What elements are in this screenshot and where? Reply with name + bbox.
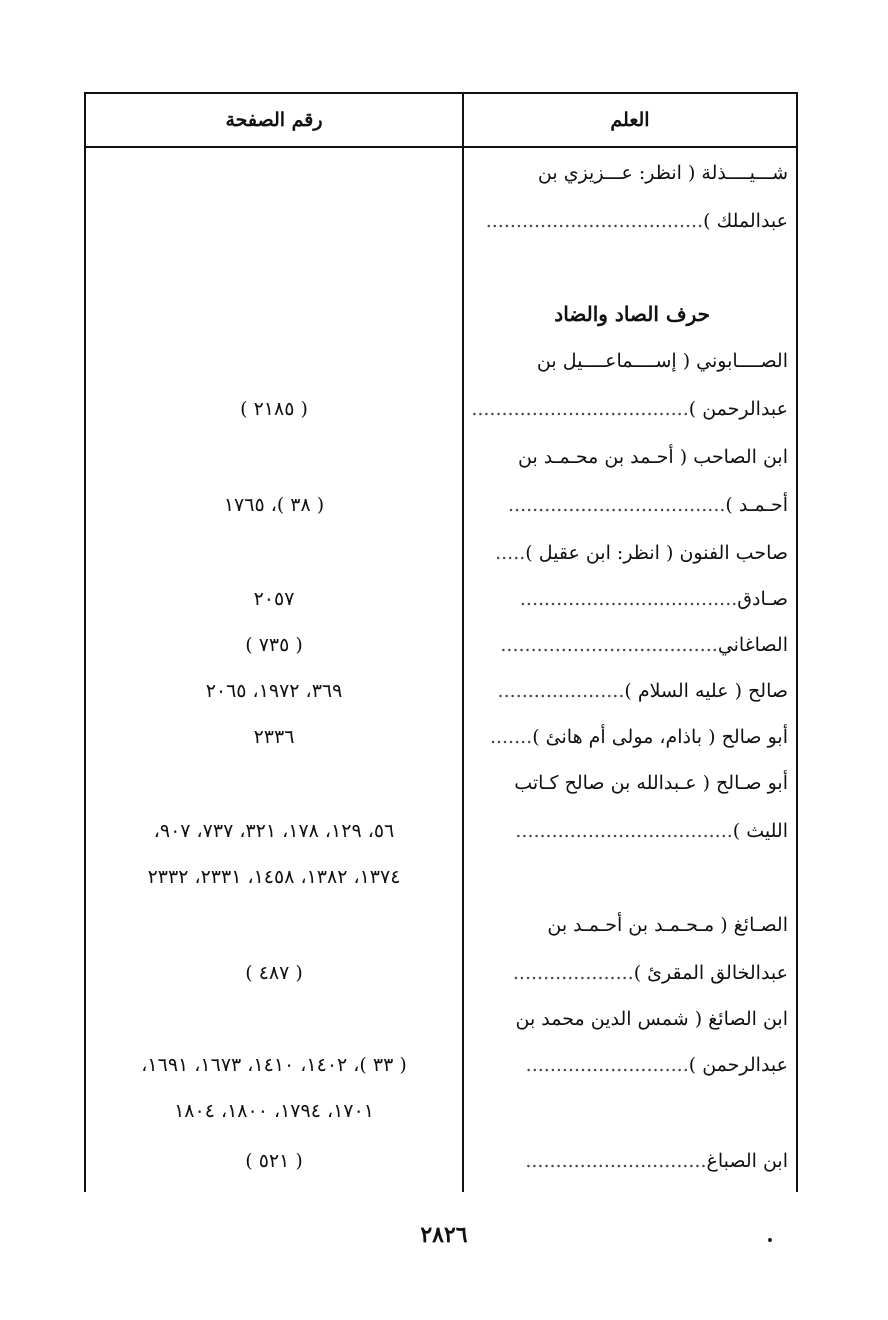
entry-name-cont: أحـمـد ).................................... <box>507 494 788 516</box>
entry-pages: ( ٥٢١ ) <box>245 1150 303 1172</box>
entry-name-cont: عبدالملك ).................................... <box>485 210 788 232</box>
entry-name: صاحب الفنون ( انظر: ابن عقيل )..... <box>495 542 788 564</box>
entry-name-cont: عبدالرحمن ).................................... <box>471 398 788 420</box>
entry-pages-cont: ١٧٠١، ١٧٩٤، ١٨٠٠، ١٨٠٤ <box>174 1100 374 1122</box>
stray-dot <box>768 1238 772 1242</box>
entry-name-cont: الليث ).................................... <box>515 820 788 842</box>
entry-name-cont: عبدالخالق المقرئ ).................... <box>512 962 788 984</box>
section-title: حرف الصاد والضاد <box>554 302 710 326</box>
entry-pages: ( ٤٨٧ ) <box>245 962 303 984</box>
entry-name-cont: عبدالرحمن )........................... <box>525 1054 788 1076</box>
page-number: ٢٨٢٦ <box>420 1222 468 1248</box>
entry-pages: ( ٣٣ )، ١٤٠٢، ١٤١٠، ١٦٧٣، ١٦٩١، <box>141 1054 407 1076</box>
page-column-header: رقم الصفحة <box>225 109 323 131</box>
entry-name: أبو صـالح ( عـبدالله بن صالح كـاتب <box>514 772 788 794</box>
entry-pages: ٢٠٥٧ <box>253 588 295 610</box>
entry-pages: ( ٢١٨٥ ) <box>240 398 308 420</box>
entry-pages: ( ٧٣٥ ) <box>245 634 303 656</box>
table-header <box>86 94 796 148</box>
entry-pages: ٥٦، ١٢٩، ١٧٨، ٣٢١، ٧٣٧، ٩٠٧، <box>153 820 395 842</box>
column-divider <box>462 94 464 1192</box>
name-column-header: العلم <box>610 109 650 131</box>
entry-pages: ( ٣٨ )، ١٧٦٥ <box>223 494 325 516</box>
entry-name: ابن الصباغ.............................. <box>525 1150 788 1172</box>
entry-name: الصاغاني.................................... <box>500 634 788 656</box>
entry-name: الصـائغ ( مـحـمـد بن أحـمـد بن <box>547 914 788 936</box>
entry-pages: ٣٦٩، ١٩٧٢، ٢٠٦٥ <box>205 680 343 702</box>
entry-name: صالح ( عليه السلام )..................... <box>497 680 788 702</box>
entry-pages: ٢٣٣٦ <box>253 726 295 748</box>
entry-name: صـادق.................................... <box>519 588 788 610</box>
entry-pages-cont: ١٣٧٤، ١٣٨٢، ١٤٥٨، ٢٣٣١، ٢٣٣٢ <box>147 866 401 888</box>
entry-name: ابن الصاحب ( أحـمد بن محـمـد بن <box>518 446 788 468</box>
entry-name: الصــــابوني ( إســــماعــــيل بن <box>536 350 788 372</box>
entry-name: شـــيــــذلة ( انظر: عـــزيزي بن <box>537 162 788 184</box>
entry-name: أبو صالح ( باذام، مولى أم هانئ )....... <box>489 726 788 748</box>
entry-name: ابن الصائغ ( شمس الدين محمد بن <box>515 1008 788 1030</box>
